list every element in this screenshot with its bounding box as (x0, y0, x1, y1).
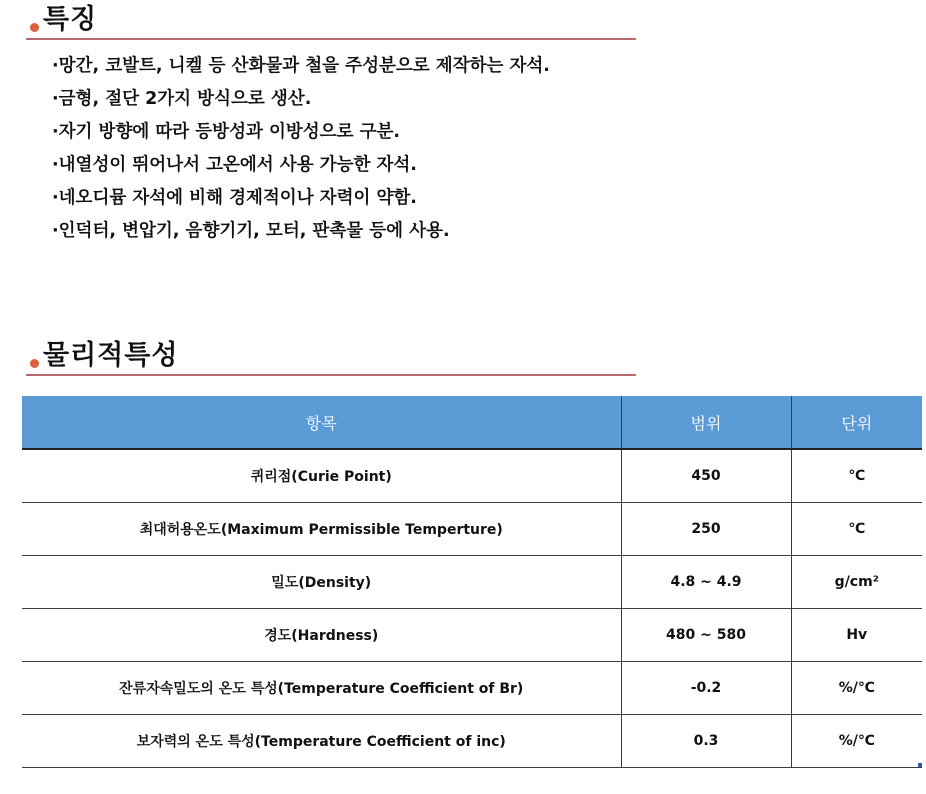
feature-item: ·금형, 절단 2가지 방식으로 생산. (52, 89, 312, 109)
cell-range: 250 (621, 503, 791, 556)
table-row (22, 662, 922, 715)
cell-item: 잔류자속밀도의 온도 특성(Temperature Coefficient of Br) (22, 662, 621, 715)
bullet-dot-icon (30, 359, 39, 368)
feature-item: ·인덕터, 변압기, 음향기기, 모터, 판촉물 등에 사용. (52, 221, 450, 241)
cell-unit: Hv (791, 609, 922, 662)
cell-item: 밀도(Density) (22, 556, 621, 609)
physical-properties-table (22, 396, 922, 768)
table-row (22, 609, 922, 662)
column-header-item: 항목 (22, 396, 621, 449)
section-title: 특징 (43, 4, 98, 35)
table-row (22, 449, 922, 503)
cell-unit: %/℃ (791, 662, 922, 715)
feature-item: ·내열성이 뛰어나서 고온에서 사용 가능한 자석. (52, 155, 417, 175)
bullet-dot-icon (30, 23, 39, 32)
cell-range: 0.3 (621, 715, 791, 768)
feature-item: ·자기 방향에 따라 등방성과 이방성으로 구분. (52, 122, 401, 142)
cell-item: 보자력의 온도 특성(Temperature Coefficient of inc) (22, 715, 621, 768)
table-header-row (22, 396, 922, 449)
cell-item: 최대허용온도(Maximum Permissible Temperture) (22, 503, 621, 556)
table-row (22, 503, 922, 556)
table-row (22, 715, 922, 768)
cell-unit: %/℃ (791, 715, 922, 768)
feature-item: ·망간, 코발트, 니켈 등 산화물과 철을 주성분으로 제작하는 자석. (52, 56, 550, 76)
table-row (22, 556, 922, 609)
cell-unit: ℃ (791, 449, 922, 503)
feature-list (52, 50, 550, 248)
section-title: 물리적특성 (43, 340, 179, 371)
cell-unit: ℃ (791, 503, 922, 556)
section-header-physical-properties (26, 334, 636, 376)
column-header-unit: 단위 (791, 396, 922, 449)
cell-item: 경도(Hardness) (22, 609, 621, 662)
table-corner-marker (918, 763, 922, 767)
cell-range: 450 (621, 449, 791, 503)
cell-unit: g/cm² (791, 556, 922, 609)
cell-range: 4.8 ~ 4.9 (621, 556, 791, 609)
column-header-range: 범위 (621, 396, 791, 449)
section-header-features (26, 0, 636, 40)
feature-item: ·네오디뮴 자석에 비해 경제적이나 자력이 약함. (52, 188, 417, 208)
cell-item: 퀴리점(Curie Point) (22, 449, 621, 503)
cell-range: -0.2 (621, 662, 791, 715)
cell-range: 480 ~ 580 (621, 609, 791, 662)
